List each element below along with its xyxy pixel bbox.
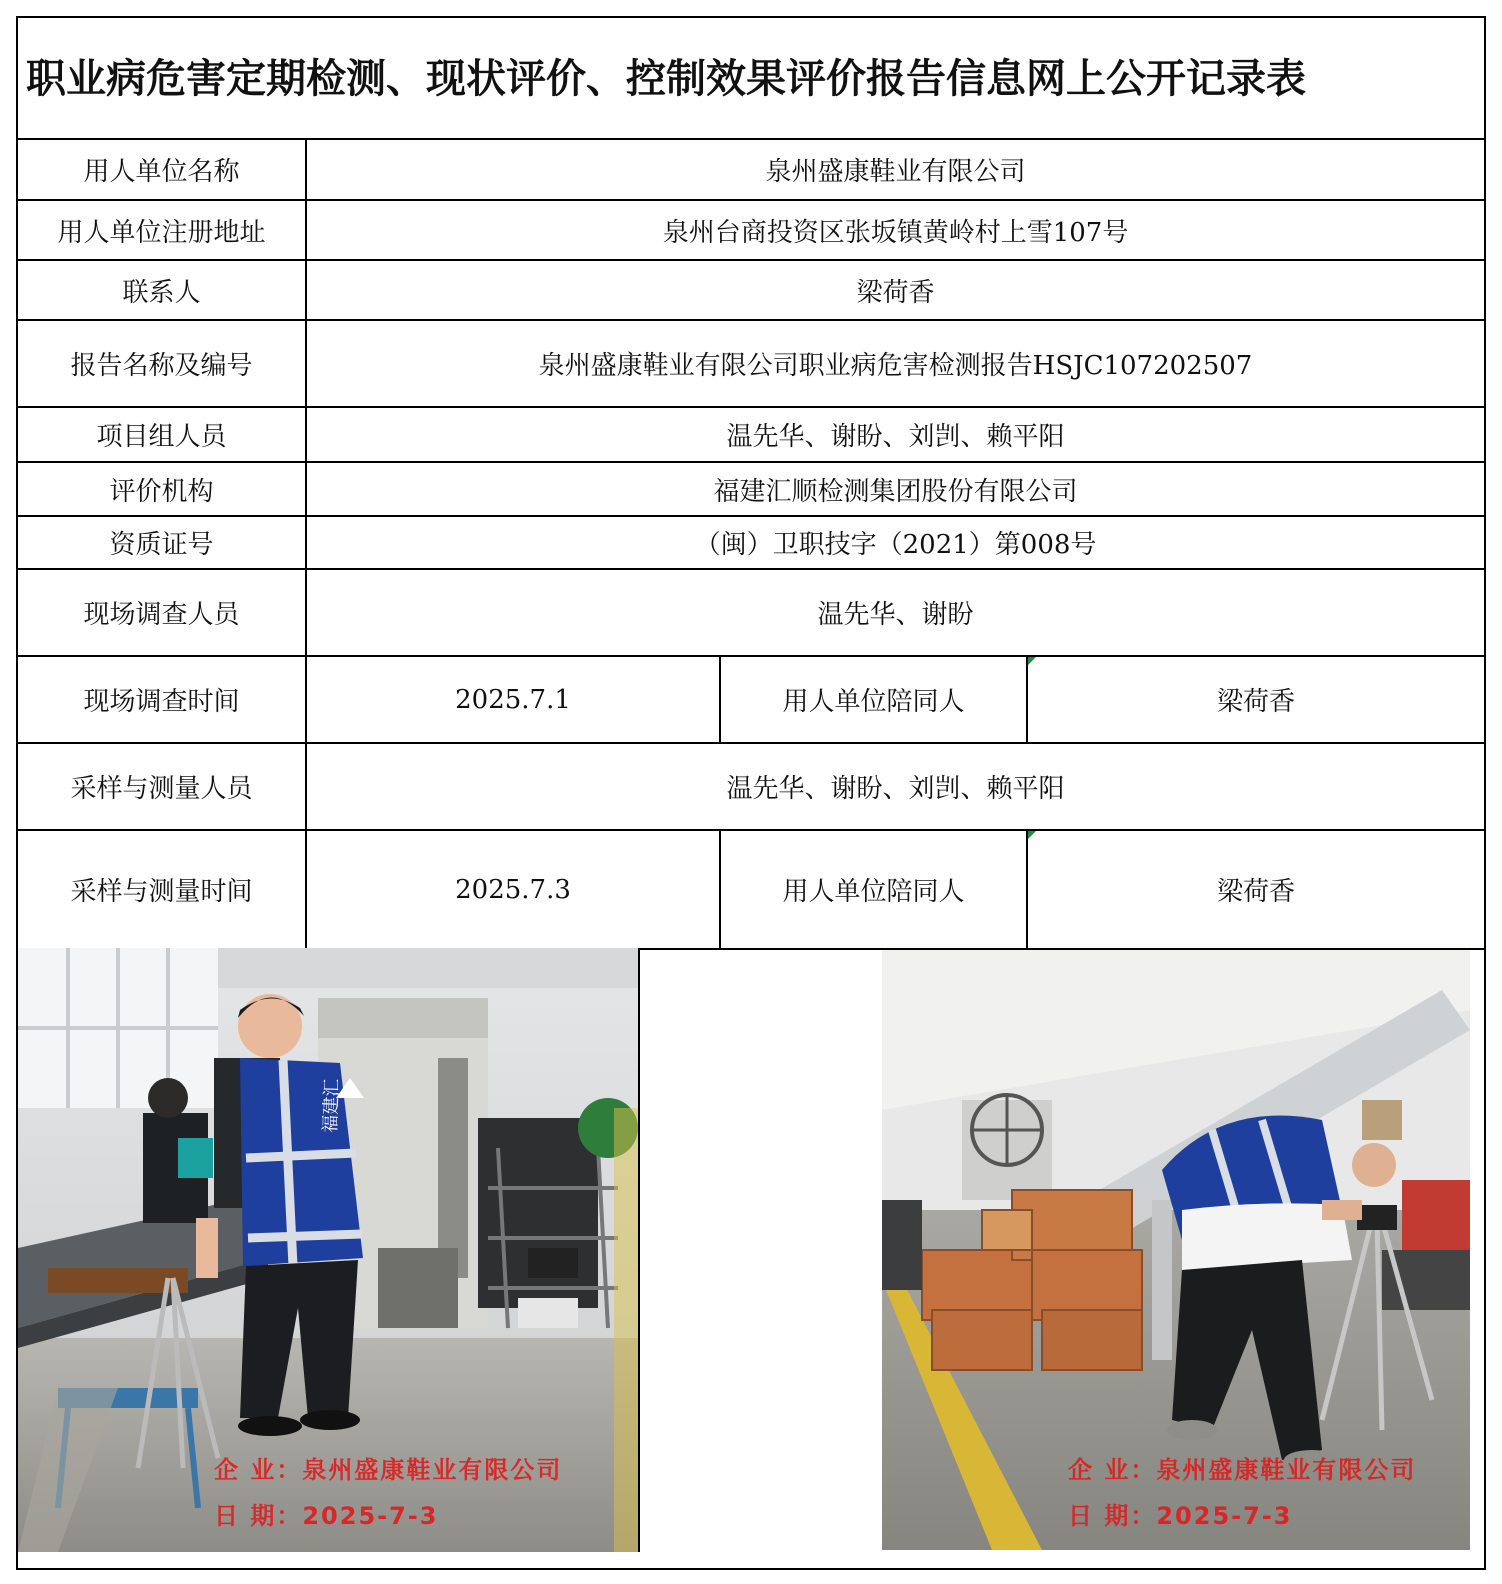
- label-contact: 联系人: [18, 260, 306, 320]
- photo-left-watermark-company: 企 业：泉州盛康鞋业有限公司: [214, 1456, 563, 1484]
- value-sampling-staff: 温先华、谢盼、刘剀、赖平阳: [306, 743, 1484, 830]
- value-project-team: 温先华、谢盼、刘剀、赖平阳: [306, 407, 1484, 462]
- label-employer-name: 用人单位名称: [18, 140, 306, 200]
- photo-divider: [638, 948, 640, 1552]
- label-project-team: 项目组人员: [18, 407, 306, 462]
- vest-text: 福建汇: [320, 1078, 343, 1134]
- value-contact: 梁荷香: [306, 260, 1484, 320]
- value-report: 泉州盛康鞋业有限公司职业病危害检测报告HSJC107202507: [306, 320, 1484, 407]
- label-sampling-escort: 用人单位陪同人: [720, 830, 1027, 949]
- value-survey-escort: 梁荷香: [1027, 656, 1484, 743]
- label-sampling-staff: 采样与测量人员: [18, 743, 306, 830]
- value-agency: 福建汇顺检测集团股份有限公司: [306, 462, 1484, 516]
- record-sheet: [16, 16, 1486, 1570]
- value-sampling-time: 2025.7.3: [306, 830, 720, 949]
- label-report: 报告名称及编号: [18, 320, 306, 407]
- photo-area: [18, 948, 1484, 1570]
- label-survey-escort: 用人单位陪同人: [720, 656, 1027, 743]
- row-employer-address: [18, 200, 1484, 260]
- label-agency: 评价机构: [18, 462, 306, 516]
- row-report: [18, 320, 1484, 407]
- photo-top-border: [638, 948, 1484, 950]
- label-qualification: 资质证号: [18, 516, 306, 569]
- photo-right-watermark-date: 日 期：2025-7-3: [1068, 1502, 1293, 1530]
- row-contact: [18, 260, 1484, 320]
- value-sampling-escort: 梁荷香: [1027, 830, 1484, 949]
- row-survey-time: [18, 656, 1484, 743]
- value-survey-time: 2025.7.1: [306, 656, 720, 743]
- row-agency: [18, 462, 1484, 516]
- value-employer-address: 泉州台商投资区张坂镇黄岭村上雪107号: [306, 200, 1484, 260]
- photo-left-watermark-date: 日 期：2025-7-3: [214, 1502, 439, 1530]
- row-project-team: [18, 407, 1484, 462]
- page-title: 职业病危害定期检测、现状评价、控制效果评价报告信息网上公开记录表: [18, 18, 1484, 140]
- label-survey-staff: 现场调查人员: [18, 569, 306, 656]
- row-survey-staff: [18, 569, 1484, 656]
- site-photo-left: [18, 948, 638, 1552]
- row-qualification: [18, 516, 1484, 569]
- info-table: [18, 140, 1484, 950]
- row-sampling-staff: [18, 743, 1484, 830]
- site-photo-right: [882, 950, 1470, 1550]
- value-employer-name: 泉州盛康鞋业有限公司: [306, 140, 1484, 200]
- row-employer-name: [18, 140, 1484, 200]
- label-employer-address: 用人单位注册地址: [18, 200, 306, 260]
- value-survey-staff: 温先华、谢盼: [306, 569, 1484, 656]
- photo-right-watermark-company: 企 业：泉州盛康鞋业有限公司: [1068, 1456, 1417, 1484]
- label-survey-time: 现场调查时间: [18, 656, 306, 743]
- label-sampling-time: 采样与测量时间: [18, 830, 306, 949]
- value-qualification: （闽）卫职技字（2021）第008号: [306, 516, 1484, 569]
- row-sampling-time: [18, 830, 1484, 949]
